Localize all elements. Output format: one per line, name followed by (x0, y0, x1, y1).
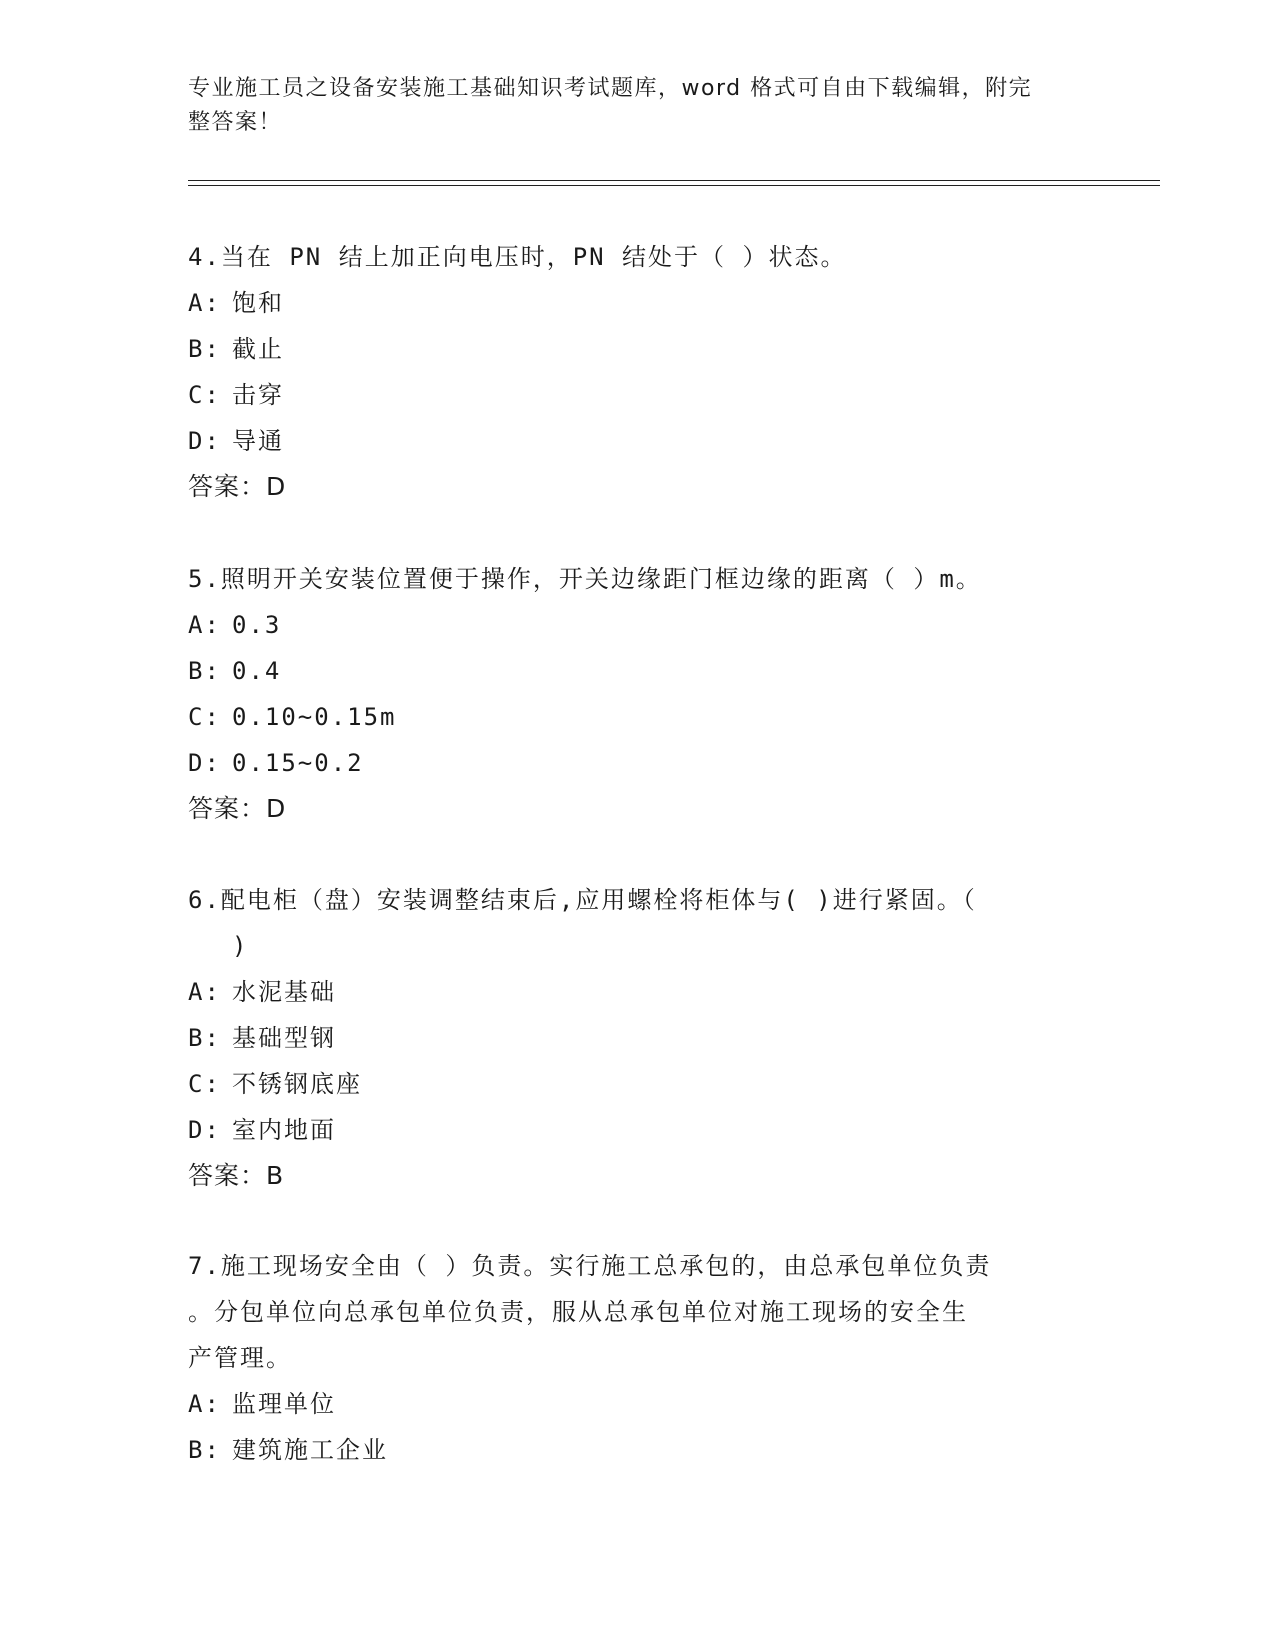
option-b: B: 基础型钢 (188, 1024, 336, 1052)
option-a: A: 监理单位 (188, 1390, 336, 1418)
option-a: A: 饱和 (188, 289, 284, 317)
option-c: C: 不锈钢底座 (188, 1070, 362, 1098)
option-list (188, 602, 1088, 786)
question-stem: 7.施工现场安全由（ ）负责。实行施工总承包的，由总承包单位负责 (188, 1252, 992, 1280)
option-b: B: 截止 (188, 335, 284, 363)
option-a: A: 水泥基础 (188, 978, 336, 1006)
header-divider-bottom (188, 185, 1160, 186)
option-c: C: 击穿 (188, 381, 284, 409)
question-stem: 4.当在 PN 结上加正向电压时，PN 结处于（ ）状态。 (188, 243, 847, 271)
option-list (188, 1381, 1088, 1473)
question-4 (188, 234, 1088, 510)
question-stem-continued: ) (232, 932, 249, 960)
option-b: B: 建筑施工企业 (188, 1436, 388, 1464)
question-stem-line-2: 。分包单位向总承包单位负责，服从总承包单位对施工现场的安全生 (188, 1298, 968, 1326)
option-list (188, 280, 1088, 464)
document-header (188, 72, 1078, 140)
option-c: C: 0.10~0.15m (188, 703, 397, 731)
answer-line: 答案：D (188, 472, 287, 501)
header-line-2: 整答案！ (188, 110, 283, 135)
answer-line: 答案：D (188, 794, 287, 823)
question-stem-line-3: 产管理。 (188, 1344, 292, 1372)
question-6 (188, 877, 1088, 1199)
header-divider-top (188, 180, 1160, 181)
question-stem: 5.照明开关安装位置便于操作，开关边缘距门框边缘的距离（ ）m。 (188, 565, 982, 593)
option-d: D: 导通 (188, 427, 284, 455)
option-list (188, 969, 1088, 1153)
option-d: D: 室内地面 (188, 1116, 336, 1144)
question-5 (188, 556, 1088, 832)
answer-line: 答案：B (188, 1161, 285, 1190)
question-7 (188, 1243, 1088, 1473)
option-d: D: 0.15~0.2 (188, 749, 364, 777)
question-stem: 6.配电柜（盘）安装调整结束后,应用螺栓将柜体与( )进行紧固。（ (188, 886, 977, 914)
option-a: A: 0.3 (188, 611, 282, 639)
header-line-1: 专业施工员之设备安装施工基础知识考试题库，word 格式可自由下载编辑，附完 (188, 76, 1033, 101)
option-b: B: 0.4 (188, 657, 282, 685)
